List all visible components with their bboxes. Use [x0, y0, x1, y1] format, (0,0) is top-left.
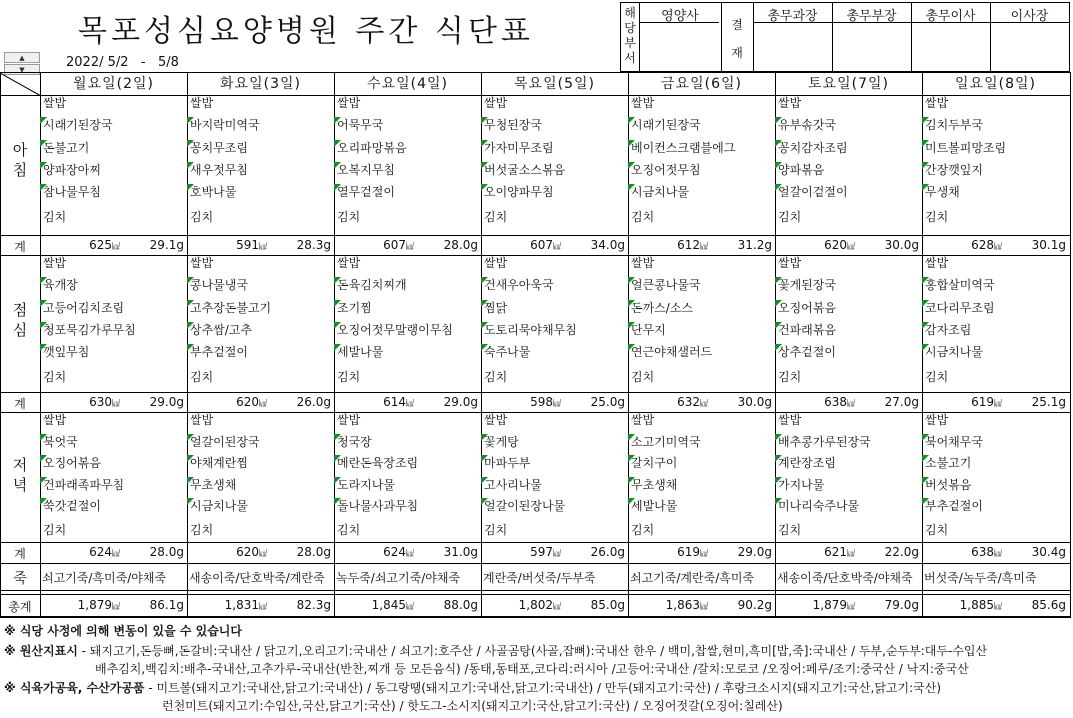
menu-item: 무청된장국 [484, 118, 542, 133]
menu-item: 계란장조림 [778, 456, 836, 470]
approval-label: 결재 [731, 18, 743, 60]
kcal-number: 638 [824, 395, 847, 409]
menu-item: 부추겉절이 [925, 499, 983, 513]
role-4: 이사장 [1010, 9, 1049, 24]
kcal-number: 1,863 [665, 598, 700, 612]
menu-item: 김치 [778, 522, 802, 537]
dept-label: 해당부서 [624, 6, 636, 65]
kcal-unit: ㎉ [259, 549, 267, 558]
menu-item: 코다리무조림 [925, 300, 995, 315]
menu-item: 쌀밥 [484, 413, 508, 427]
meal-label-dinner: 저녁 [12, 456, 28, 494]
day-header: 일요일(8일) [955, 76, 1036, 92]
menu-item: 양파볶음 [778, 162, 825, 177]
kcal-value [481, 395, 561, 409]
kcal-number: 612 [677, 238, 700, 252]
kcal-number: 621 [824, 545, 847, 559]
kcal-number: 624 [383, 545, 406, 559]
kcal-number: 1,802 [518, 598, 553, 612]
kcal-number: 620 [236, 395, 259, 409]
day-header: 수요일(4일) [367, 76, 448, 92]
kcal-unit: ㎉ [553, 242, 561, 251]
protein-value: 22.0g [884, 545, 919, 559]
grand-kcal [334, 598, 414, 612]
menu-item: 오징어볶음 [778, 300, 836, 315]
menu-item: 쌀밥 [925, 96, 949, 110]
protein-value: 29.0g [443, 395, 478, 409]
menu-item: 무초생채 [190, 477, 237, 492]
grand-protein: 86.1g [149, 598, 184, 612]
menu-item: 배추콩가루된장국 [778, 434, 871, 449]
kcal-number: 1,879 [812, 598, 847, 612]
porridge-item: 계란죽/버섯죽/두부죽 [483, 571, 596, 585]
total-label: 계 [14, 240, 26, 254]
protein-value: 31.0g [443, 545, 478, 559]
menu-item: 쌀밥 [190, 96, 214, 110]
kcal-unit: ㎉ [112, 549, 120, 558]
menu-item: 부추겉절이 [190, 345, 248, 360]
grid-line [0, 95, 1071, 96]
kcal-value [187, 238, 267, 252]
menu-item: 쌀밥 [778, 256, 802, 270]
menu-item: 숙주나물 [484, 345, 531, 360]
kcal-value [775, 395, 855, 409]
menu-item: 오복지무침 [337, 162, 395, 177]
kcal-number: 620 [236, 545, 259, 559]
grid-line [0, 412, 1071, 413]
kcal-number: 598 [530, 395, 553, 409]
kcal-unit: ㎉ [112, 242, 120, 251]
menu-item: 새우젓무침 [190, 162, 248, 177]
protein-value: 28.0g [443, 238, 478, 252]
menu-item: 미나리숙주나물 [778, 499, 860, 513]
kcal-unit: ㎉ [112, 602, 120, 611]
menu-item: 건새우아욱국 [484, 278, 554, 293]
menu-item: 고사리나물 [484, 477, 542, 492]
menu-item: 시금치나물 [631, 185, 689, 200]
menu-item: 오리파망볶음 [337, 140, 407, 155]
kcal-value [481, 545, 561, 559]
grand-protein: 90.2g [737, 598, 772, 612]
menu-item: 야채계란찜 [190, 456, 248, 470]
menu-item: 시금치나물 [190, 499, 248, 513]
kcal-unit: ㎉ [406, 242, 414, 251]
menu-item: 가지나물 [778, 477, 825, 492]
kcal-value [334, 238, 414, 252]
menu-item: 김치 [190, 522, 214, 537]
page-title: 목포성심요양병원 주간 식단표 [78, 14, 534, 49]
note-change: ※ 식당 사정에 의해 변동이 있을 수 있습니다 [4, 624, 242, 638]
note-origin: ※ 원산지표시 - 돼지고기,돈등뼈,돈갈비:국내산 / 닭고기,오리고기:국내산 / 쇠고기:호주산 / 사골곰탕(사골,잡뼈):국내산 한우 / 백미,찹쌀,현미,흑미[밥,죽]:국내산 / 두부,순두부:대두-수입산 [4, 644, 988, 658]
menu-item: 김치 [484, 209, 508, 224]
kcal-number: 614 [383, 395, 406, 409]
menu-item: 열무겉절이 [337, 185, 395, 200]
menu-item: 김치 [925, 369, 949, 384]
menu-item: 김치 [43, 369, 67, 384]
protein-value: 29.0g [737, 545, 772, 559]
kcal-number: 597 [530, 545, 553, 559]
kcal-unit: ㎉ [259, 399, 267, 408]
kcal-unit: ㎉ [553, 602, 561, 611]
menu-item: 깻잎무침 [43, 345, 90, 360]
kcal-number: 619 [677, 545, 700, 559]
note-processed-2: 런천미트(돼지고기:수입산,국산,닭고기:국산) / 핫도그-소시지(돼지고기:국산,닭고기:국산) / 오징어젓갈(오징어:칠레산) [162, 699, 783, 713]
kcal-value [628, 395, 708, 409]
porridge-item: 쇠고기죽/흑미죽/야채죽 [42, 571, 167, 585]
grand-kcal [628, 598, 708, 612]
kcal-unit: ㎉ [994, 602, 1002, 611]
menu-item: 참나물무침 [43, 185, 101, 200]
porridge-label: 죽 [13, 571, 27, 587]
kcal-number: 632 [677, 395, 700, 409]
kcal-value [187, 395, 267, 409]
menu-item: 도토리묵야채무침 [484, 322, 577, 337]
menu-item: 김치 [43, 209, 67, 224]
menu-item: 김치 [778, 369, 802, 384]
kcal-value [40, 395, 120, 409]
protein-value: 31.2g [737, 238, 772, 252]
kcal-unit: ㎉ [700, 399, 708, 408]
kcal-unit: ㎉ [847, 602, 855, 611]
menu-item: 호박나물 [190, 185, 237, 200]
kcal-number: 1,879 [77, 598, 112, 612]
menu-item: 간장깻잎지 [925, 162, 983, 177]
kcal-unit: ㎉ [553, 549, 561, 558]
menu-item: 쌀밥 [484, 256, 508, 270]
menu-item: 오징어젓무말랭이무침 [337, 322, 453, 337]
kcal-value [922, 238, 1002, 252]
kcal-value [775, 238, 855, 252]
approval-box [620, 2, 1070, 72]
date-range: 2022/ 5/2 - 5/8 [66, 55, 179, 70]
grand-kcal [922, 598, 1002, 612]
kcal-unit: ㎉ [259, 242, 267, 251]
grand-total-label: 총계 [8, 600, 32, 614]
kcal-number: 1,831 [224, 598, 259, 612]
kcal-value [334, 395, 414, 409]
day-header: 금요일(6일) [661, 76, 742, 92]
menu-item: 오이양파무침 [484, 185, 554, 200]
menu-item: 쌀밥 [43, 413, 67, 427]
menu-item: 버섯볶음 [925, 477, 972, 492]
grid-line [0, 542, 1071, 543]
menu-item: 쑥갓겉절이 [43, 499, 101, 513]
menu-item: 육개장 [43, 278, 78, 293]
menu-item: 쌀밥 [337, 256, 361, 270]
menu-item: 양파장아찌 [43, 162, 101, 177]
menu-item: 얼갈이된장나물 [484, 499, 566, 513]
menu-item: 시래기된장국 [43, 118, 113, 133]
menu-item: 갈치구이 [631, 456, 678, 470]
menu-item: 북엇국 [43, 434, 78, 449]
menu-item: 홍합살미역국 [925, 278, 995, 293]
menu-item: 조기찜 [337, 300, 372, 315]
menu-item: 건파래볶음 [778, 322, 836, 337]
grid-line [0, 392, 1071, 393]
kcal-unit: ㎉ [259, 602, 267, 611]
kcal-value [628, 238, 708, 252]
menu-item: 시래기된장국 [631, 118, 701, 133]
menu-item: 소고기미역국 [631, 434, 701, 449]
menu-item: 유부솎갓국 [778, 118, 836, 133]
grid-line [0, 255, 1071, 256]
protein-value: 30.1g [1031, 238, 1066, 252]
menu-item: 북어채무국 [925, 434, 983, 449]
menu-item: 쌀밥 [190, 413, 214, 427]
kcal-value [334, 545, 414, 559]
protein-value: 28.0g [149, 545, 184, 559]
menu-item: 김치 [337, 209, 361, 224]
menu-item: 시금치나물 [925, 345, 983, 360]
menu-item: 오징어젓무침 [631, 162, 701, 177]
porridge-item: 새송이죽/단호박죽/계란죽 [189, 571, 325, 585]
menu-item: 마파두부 [484, 456, 531, 470]
meal-label-lunch: 점심 [12, 301, 28, 339]
protein-value: 25.0g [590, 395, 625, 409]
kcal-number: 620 [824, 238, 847, 252]
kcal-value [628, 545, 708, 559]
menu-item: 청포묵김가루무침 [43, 322, 136, 337]
menu-item: 얼갈이된장국 [190, 434, 260, 449]
kcal-unit: ㎉ [847, 399, 855, 408]
porridge-item: 쇠고기죽/계란죽/흑미죽 [630, 571, 755, 585]
menu-item: 얼갈이겉절이 [778, 185, 848, 200]
menu-item: 상추쌈/고추 [190, 322, 253, 337]
menu-item: 쌀밥 [925, 256, 949, 270]
note-origin-2: 배추김치,백김치:배추-국내산,고추가루-국내산(반찬,찌개 등 모든음식) /동태,동태포,코다리:러시아 /고등어:국내산 /갈치:모로코 /오징어:페루/조기:중국산 / 낙지:중국산 [95, 662, 969, 676]
menu-item: 찜닭 [484, 300, 508, 315]
menu-item: 연근야채샐러드 [631, 345, 713, 360]
menu-item: 무생채 [925, 185, 960, 200]
kcal-unit: ㎉ [994, 242, 1002, 251]
grid-line [0, 616, 1071, 617]
menu-item: 쌀밥 [631, 96, 655, 110]
grid-line [0, 590, 1071, 591]
kcal-value [481, 238, 561, 252]
porridge-item: 버섯죽/녹두죽/흑미죽 [924, 571, 1037, 585]
menu-item: 세발나물 [631, 499, 678, 513]
menu-item: 꽃게탕 [484, 434, 519, 449]
kcal-value [922, 395, 1002, 409]
meal-label-breakfast: 아침 [12, 141, 28, 179]
kcal-unit: ㎉ [700, 242, 708, 251]
protein-value: 30.0g [737, 395, 772, 409]
menu-item: 쌀밥 [631, 256, 655, 270]
kcal-unit: ㎉ [994, 399, 1002, 408]
grand-protein: 79.0g [884, 598, 919, 612]
kcal-number: 591 [236, 238, 259, 252]
grand-protein: 88.0g [443, 598, 478, 612]
menu-item: 무초생채 [631, 477, 678, 492]
kcal-unit: ㎉ [553, 399, 561, 408]
protein-value: 26.0g [590, 545, 625, 559]
menu-item: 베이컨스크램블에그 [631, 140, 736, 155]
menu-item: 쌀밥 [631, 413, 655, 427]
spin-up-button[interactable]: ▲ [4, 52, 40, 63]
kcal-unit: ㎉ [406, 602, 414, 611]
grand-kcal [775, 598, 855, 612]
menu-item: 쌀밥 [337, 96, 361, 110]
menu-item: 쌀밥 [190, 256, 214, 270]
menu-item: 미트볼피망조림 [925, 140, 1007, 155]
menu-item: 김치 [484, 522, 508, 537]
menu-item: 고추장돈불고기 [190, 300, 272, 315]
kcal-unit: ㎉ [847, 242, 855, 251]
menu-item: 쌀밥 [484, 96, 508, 110]
menu-item: 쌀밥 [778, 413, 802, 427]
protein-value: 34.0g [590, 238, 625, 252]
menu-item: 메란돈육장조림 [337, 456, 419, 470]
kcal-value [187, 545, 267, 559]
kcal-unit: ㎉ [700, 549, 708, 558]
day-header: 목요일(5일) [514, 76, 595, 92]
day-header: 화요일(3일) [220, 76, 301, 92]
menu-item: 꽃게된장국 [778, 278, 836, 293]
menu-item: 건파래족파무침 [43, 477, 125, 492]
grand-protein: 82.3g [296, 598, 331, 612]
menu-item: 김치 [337, 522, 361, 537]
grand-kcal [481, 598, 561, 612]
menu-item: 쌀밥 [43, 256, 67, 270]
menu-item: 오징어볶음 [43, 456, 101, 470]
porridge-item: 새송이죽/단호박죽/야채죽 [777, 571, 913, 585]
menu-item: 쌀밥 [778, 96, 802, 110]
menu-item: 청국장 [337, 434, 372, 449]
menu-item: 상추겉절이 [778, 345, 836, 360]
protein-value: 30.4g [1031, 545, 1066, 559]
kcal-value [922, 545, 1002, 559]
kcal-number: 628 [971, 238, 994, 252]
menu-item: 얼큰콩나물국 [631, 278, 701, 293]
note-processed: ※ 식육가공육, 수산가공품 - 미트볼(돼지고기:국내산,닭고기:국내산) / 동그랑땡(돼지고기:국내산,닭고기:국내산) / 만두(돼지고기:국산) / 후랑크소시지(돼지고기:국산,닭고기:국산) [4, 681, 942, 695]
menu-item: 도라지나물 [337, 477, 395, 492]
protein-value: 30.0g [884, 238, 919, 252]
kcal-number: 638 [971, 545, 994, 559]
protein-value: 29.1g [149, 238, 184, 252]
day-header: 월요일(2일) [73, 76, 154, 92]
kcal-unit: ㎉ [700, 602, 708, 611]
menu-item: 김치 [925, 209, 949, 224]
grand-protein: 85.0g [590, 598, 625, 612]
menu-item: 쌀밥 [925, 413, 949, 427]
menu-item: 버섯굴소스볶음 [484, 162, 566, 177]
menu-item: 꽁치감자조림 [778, 140, 848, 155]
kcal-unit: ㎉ [994, 549, 1002, 558]
kcal-unit: ㎉ [406, 399, 414, 408]
kcal-number: 1,845 [371, 598, 406, 612]
protein-value: 28.3g [296, 238, 331, 252]
corner-diagonal [0, 73, 41, 96]
grid-line [0, 563, 1071, 564]
protein-value: 27.0g [884, 395, 919, 409]
menu-item: 김치 [631, 209, 655, 224]
menu-item: 돈불고기 [43, 140, 90, 155]
menu-item: 김치 [190, 209, 214, 224]
grid-line [0, 235, 1071, 236]
menu-item: 돌나물사과무침 [337, 499, 419, 513]
kcal-number: 625 [89, 238, 112, 252]
menu-item: 김치 [337, 369, 361, 384]
kcal-value [40, 545, 120, 559]
menu-item: 감자조림 [925, 322, 972, 337]
menu-item: 쌀밥 [43, 96, 67, 110]
kcal-number: 607 [383, 238, 406, 252]
menu-item: 콩나물냉국 [190, 278, 248, 293]
total-label: 계 [14, 547, 26, 561]
protein-value: 29.0g [149, 395, 184, 409]
menu-item: 소불고기 [925, 456, 972, 470]
nutritionist-label: 영양사 [661, 9, 699, 24]
kcal-unit: ㎉ [112, 399, 120, 408]
menu-item: 꽁치무조림 [190, 140, 248, 155]
menu-item: 김치두부국 [925, 118, 983, 133]
menu-item: 김치 [925, 522, 949, 537]
role-1: 총무과장 [767, 9, 818, 24]
menu-item: 돈육김치찌개 [337, 278, 407, 293]
menu-item: 김치 [778, 209, 802, 224]
protein-value: 26.0g [296, 395, 331, 409]
kcal-number: 1,885 [959, 598, 994, 612]
protein-value: 28.0g [296, 545, 331, 559]
grid-line [0, 594, 1071, 595]
kcal-number: 630 [89, 395, 112, 409]
grand-kcal [40, 598, 120, 612]
kcal-value [775, 545, 855, 559]
kcal-unit: ㎉ [406, 549, 414, 558]
menu-item: 고등어김치조림 [43, 300, 125, 315]
kcal-number: 607 [530, 238, 553, 252]
grand-protein: 85.6g [1031, 598, 1066, 612]
role-3: 총무이사 [925, 9, 976, 24]
menu-item: 김치 [43, 522, 67, 537]
menu-item: 어묵무국 [337, 118, 384, 133]
porridge-item: 녹두죽/쇠고기죽/야채죽 [336, 571, 461, 585]
menu-item: 돈까스/소스 [631, 300, 694, 315]
menu-item: 김치 [190, 369, 214, 384]
kcal-unit: ㎉ [847, 549, 855, 558]
role-2: 총무부장 [846, 9, 897, 24]
grand-kcal [187, 598, 267, 612]
kcal-number: 619 [971, 395, 994, 409]
protein-value: 25.1g [1031, 395, 1066, 409]
day-header: 토요일(7일) [808, 76, 889, 92]
kcal-value [40, 238, 120, 252]
menu-item: 단무지 [631, 322, 666, 337]
menu-item: 세발나물 [337, 345, 384, 360]
total-label: 계 [14, 397, 26, 411]
menu-item: 바지락미역국 [190, 118, 260, 133]
kcal-number: 624 [89, 545, 112, 559]
spin-down-button[interactable]: ▼ [4, 64, 40, 75]
menu-item: 김치 [631, 522, 655, 537]
menu-item: 김치 [484, 369, 508, 384]
menu-item: 김치 [631, 369, 655, 384]
menu-item: 가자미무조림 [484, 140, 554, 155]
menu-item: 쌀밥 [337, 413, 361, 427]
